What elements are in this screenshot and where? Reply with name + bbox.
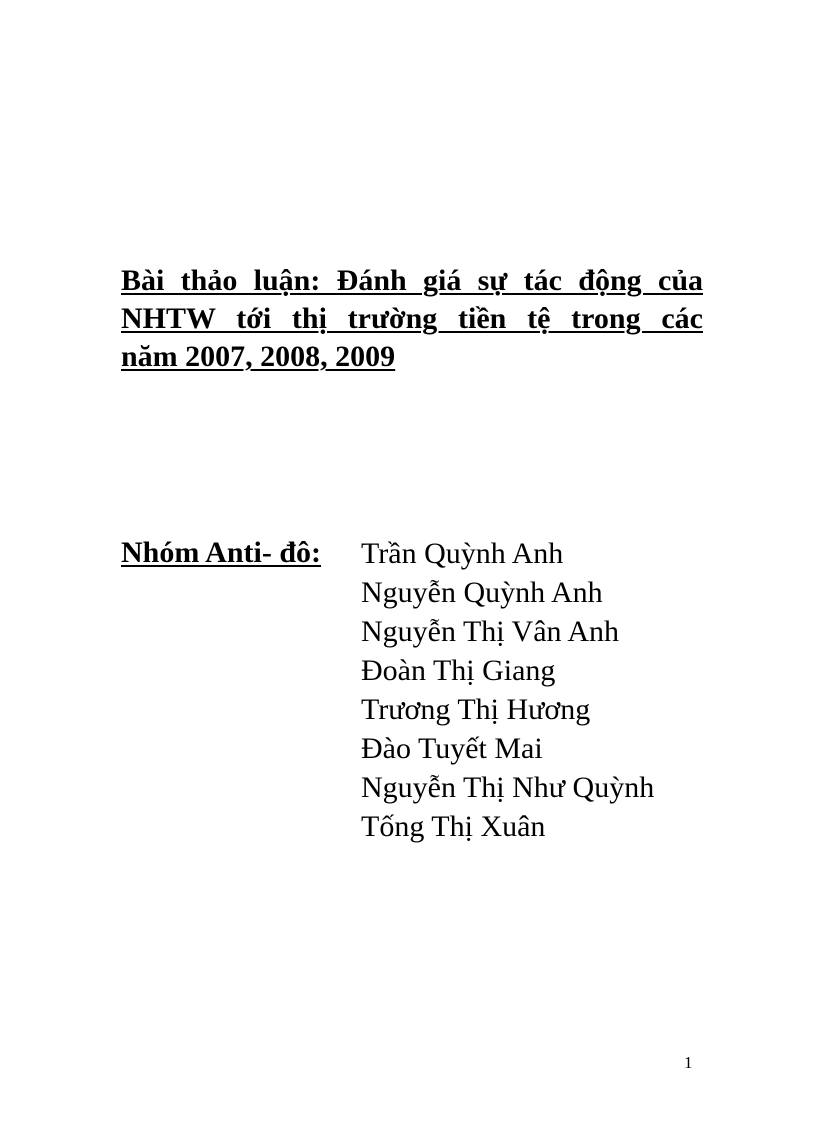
member-item: Đào Tuyết Mai	[361, 732, 543, 765]
member-item: Nguyễn Thị Như Quỳnh	[361, 771, 655, 804]
member-item: Trương Thị Hương	[361, 693, 591, 726]
title-line-3: năm 2007, 2008, 2009	[121, 340, 396, 373]
title-line-2: NHTW tới thị trường tiền tệ trong các	[121, 302, 703, 335]
member-item: Trần Quỳnh Anh	[361, 537, 564, 570]
document-title	[121, 262, 703, 376]
member-item: Nguyễn Thị Vân Anh	[361, 615, 620, 648]
member-item: Nguyễn Quỳnh Anh	[361, 576, 603, 609]
title-line-1: Bài thảo luận: Đánh giá sự tác động của	[121, 264, 703, 297]
member-list	[361, 534, 654, 846]
page-number: 1	[684, 1053, 693, 1072]
member-item: Đoàn Thị Giang	[361, 654, 556, 687]
group-label: Nhóm Anti- đô:	[121, 536, 322, 569]
member-item: Tống Thị Xuân	[361, 810, 546, 843]
